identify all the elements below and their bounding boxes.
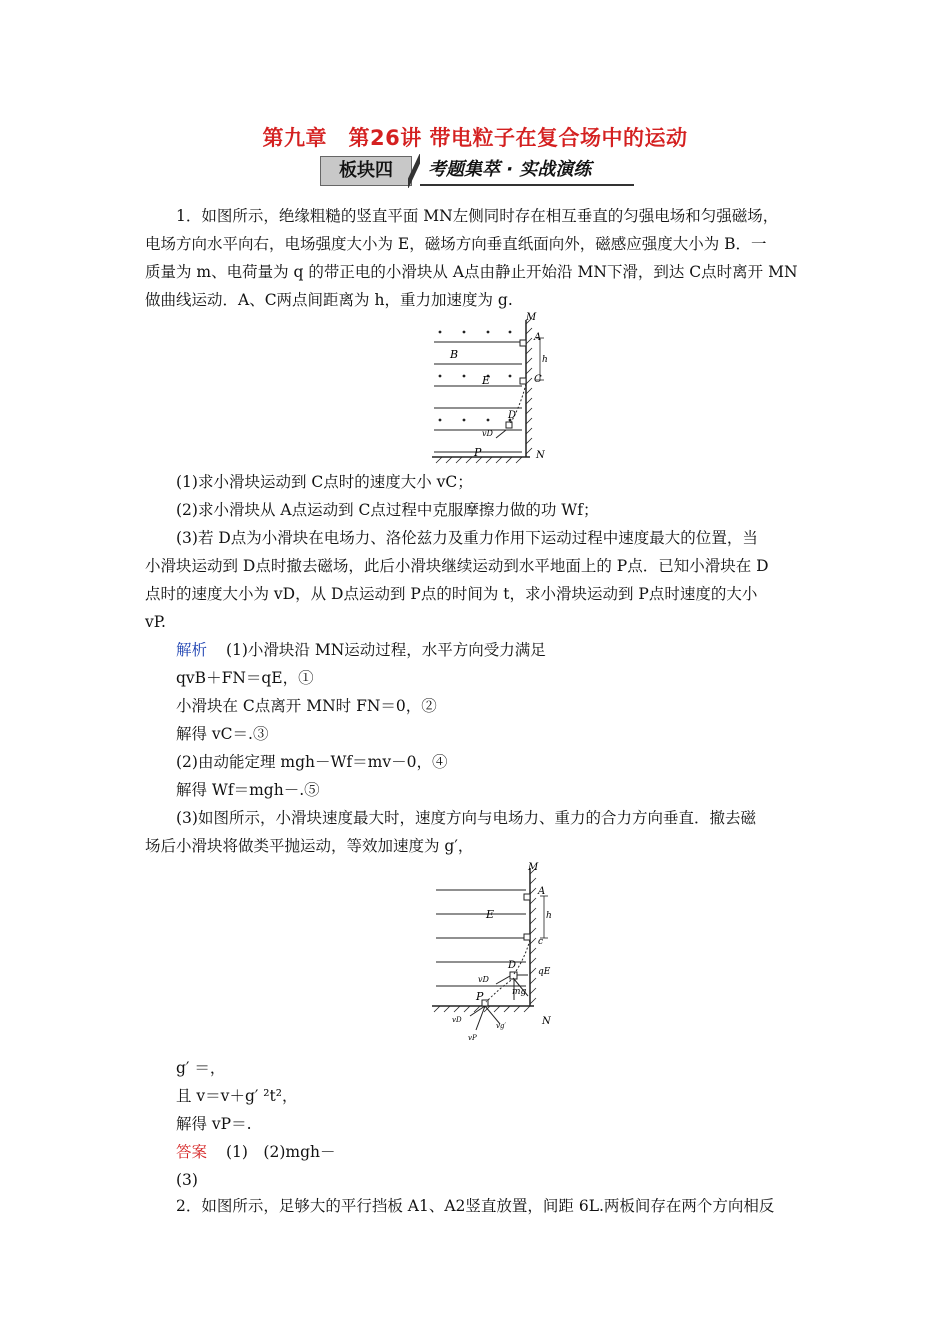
section-banner [320,156,634,186]
banner-right: 考题集萃 · 实战演练 [420,156,634,186]
analysis-line [176,640,546,660]
analysis-line: 场后小滑块将做类平抛运动，等效加速度为 g′， [145,837,474,855]
answer-line [176,1142,335,1162]
analysis-line: 解得 Wf＝mgh－.⑤ [176,781,320,799]
analysis-label: 解析 [176,641,208,659]
problem1-line: 1．如图所示，绝缘粗糙的竖直平面 MN左侧同时存在相互垂直的匀强电场和匀强磁场， [176,207,779,225]
figure-1-diagram [430,312,555,470]
analysis-text: (1)小滑块沿 MN运动过程，水平方向受力满足 [225,641,546,659]
fig1-label-vd: vD [482,429,493,438]
problem1-line: 质量为 m、电荷量为 q 的带正电的小滑块从 A点由静止开始沿 MN下滑，到达 C点时离开 MN [145,263,798,281]
fig2-label-m: M [528,862,539,873]
analysis-line: 小滑块在 C点离开 MN时 FN＝0，② [176,697,437,715]
fig1-label-n: N [536,450,545,461]
question-line: vP. [145,613,166,631]
analysis-line: qvB＋FN＝qE，① [176,669,314,687]
fig2-label-n: N [542,1016,551,1027]
question-line: (3)若 D点为小滑块在电场力、洛伦兹力及重力作用下运动过程中速度最大的位置，当 [176,529,758,547]
fig1-label-e: E [482,374,491,387]
answer-text: (1) (2)mgh－ [225,1143,336,1161]
fig1-label-a: A [534,332,542,343]
problem1-line: 电场方向水平向右，电场强度大小为 E，磁场方向垂直纸面向外，磁感应强度大小为 B．一 [145,235,767,253]
question-line: (1)求小滑块运动到 C点时的速度大小 vC； [176,473,473,491]
page-title: 第九章 第26讲 带电粒子在复合场中的运动 [262,126,688,150]
analysis-line: 解得 vP＝. [176,1115,252,1133]
fig2-label-a: A [538,886,546,897]
fig2-label-e: E [486,908,495,921]
question-line: 点时的速度大小为 vD，从 D点运动到 P点的时间为 t，求小滑块运动到 P点时速度的大小 [145,585,758,603]
fig1-label-h: h [542,355,548,365]
fig2-label-p: P [476,990,484,1003]
fig1-label-m: M [526,312,537,323]
analysis-line: (2)由动能定理 mgh－Wf＝mv－0，④ [176,753,448,771]
question-line: (2)求小滑块从 A点运动到 C点过程中克服摩擦力做的功 Wf； [176,501,599,519]
fig1-label-b: B [450,348,459,361]
fig2-label-vp: vP [468,1034,477,1042]
figure-2-diagram [430,860,560,1052]
problem2-line: 2．如图所示，足够大的平行挡板 A1、A2竖直放置，间距 6L.两板间存在两个方向相反 [176,1197,775,1215]
analysis-line: g′ ＝， [176,1059,226,1077]
fig2-label-c: c [538,937,544,947]
fig2-label-vd-2: vD [452,1016,462,1024]
fig2-label-qe: qE [538,967,551,977]
analysis-line: 解得 vC＝.③ [176,725,269,743]
problem1-line: 做曲线运动．A、C两点间距离为 h，重力加速度为 g. [145,291,513,309]
fig1-label-c: C [534,374,542,385]
question-line: 小滑块运动到 D点时撤去磁场，此后小滑块继续运动到水平地面上的 P点．已知小滑块在 D [145,557,769,575]
fig2-label-h: h [546,911,552,921]
fig2-label-mg: mg [512,987,527,997]
banner-divider [408,154,420,188]
fig2-label-vg: vg′ [496,1022,507,1030]
fig2-label-vd: vD [478,975,489,984]
banner-left: 板块四 [320,156,412,186]
answer-label: 答案 [176,1143,208,1161]
analysis-line: 且 v＝v＋g′ ²t²， [176,1087,298,1105]
answer-line: (3) [176,1171,198,1189]
fig1-label-p: P [474,446,482,459]
fig2-label-d: D [508,960,517,971]
fig1-label-d: D [508,410,517,421]
analysis-line: (3)如图所示，小滑块速度最大时，速度方向与电场力、重力的合力方向垂直．撤去磁 [176,809,756,827]
